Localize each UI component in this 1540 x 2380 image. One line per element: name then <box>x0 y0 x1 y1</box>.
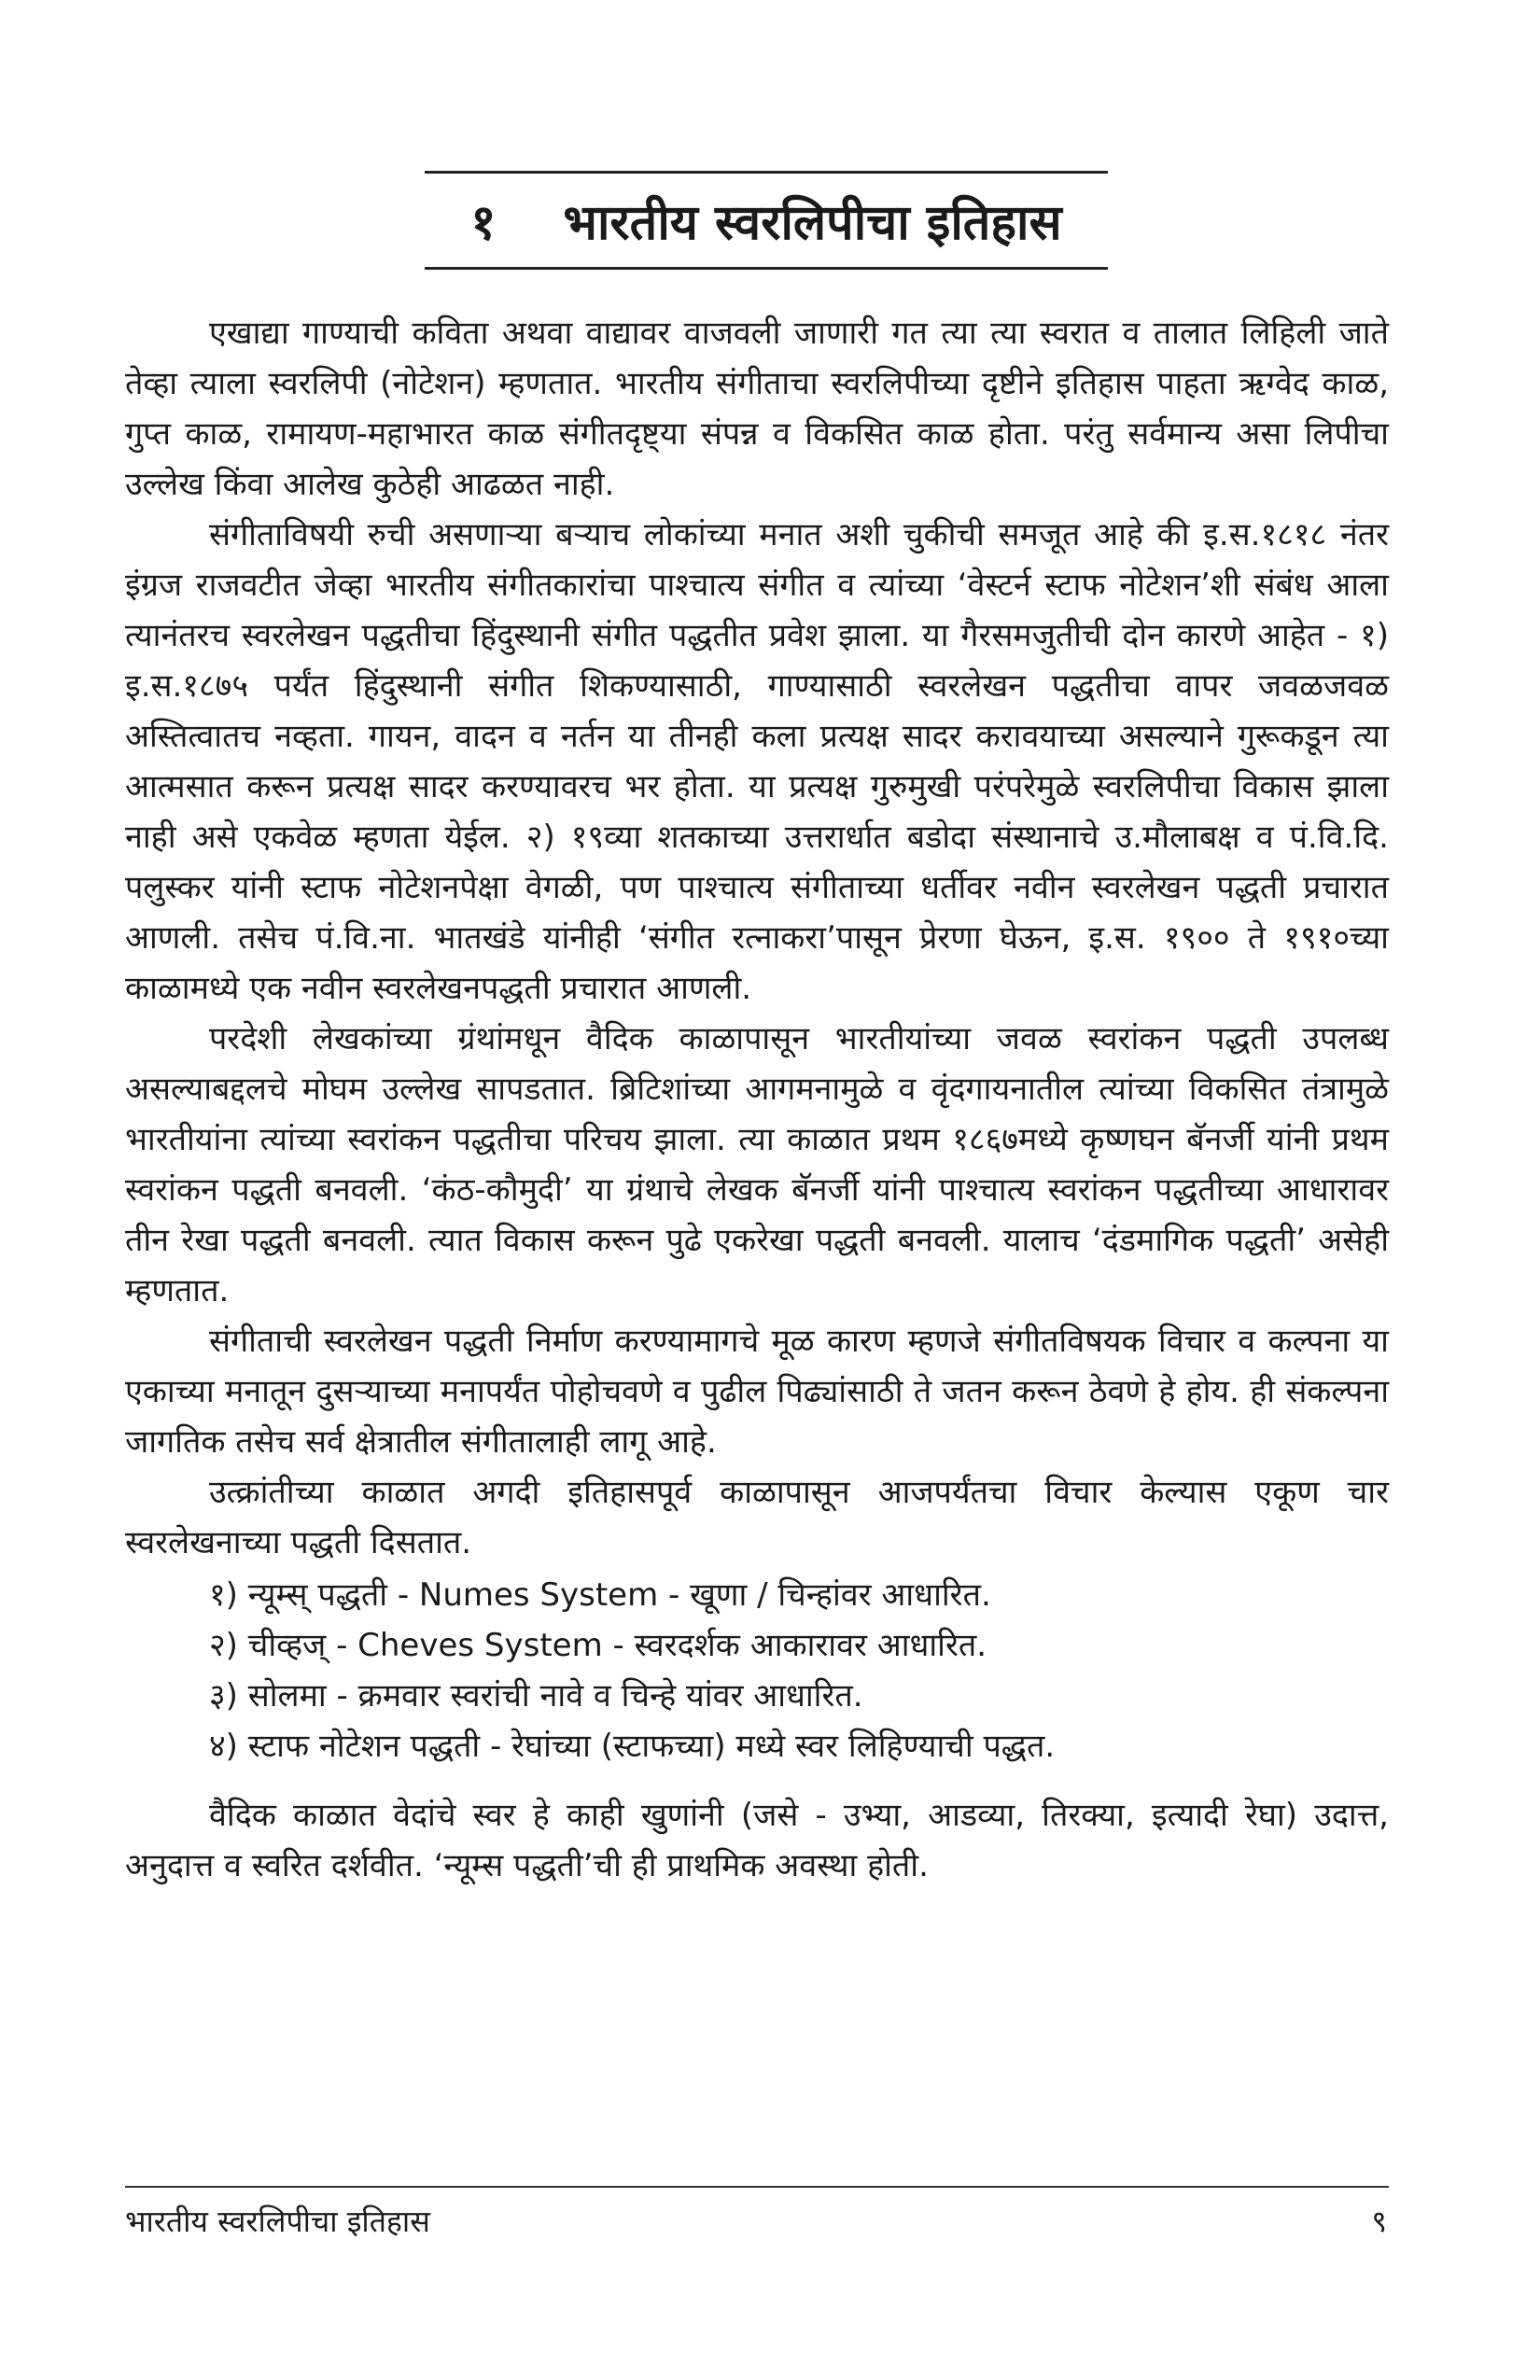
chapter-body <box>125 308 1389 1891</box>
chapter-title: भारतीय स्वरलिपीचा इतिहास <box>563 194 1062 251</box>
chapter-number: १ <box>470 194 497 251</box>
footer-book-title: भारतीय स्वरलिपीचा इतिहास <box>125 2204 430 2239</box>
paragraph-intro: एखाद्या गाण्याची कविता अथवा वाद्यावर वाजवली जाणारी गत त्या त्या स्वरात व तालात लिहिली जाते तेव्हा त्याला स्वरलिपी (नोटेशन) म्हणतात. भारतीय संगीताचा स्वरलिपीच्या दृष्टीने इतिहास पाहता ऋग्वेद काळ, गुप्त काळ, रामायण-महाभारत काळ संगीतदृष्ट्या संपन्न व विकसित काळ होता. परंतु सर्वमान्य असा लिपीचा उल्लेख किंवा आलेख कुठेही आढळत नाही. <box>125 315 1389 503</box>
list-item: २) चीव्हज् - Cheves System - स्वरदर्शक आकारावर आधारित. <box>209 1627 987 1664</box>
paragraph-misconception: संगीताविषयी रुची असणाऱ्या बऱ्याच लोकांच्या मनात अशी चुकीची समजूत आहे की इ.स.१८१८ नंतर इंग्रज राजवटीत जेव्हा भारतीय संगीतकारांचा पाश्चात्य संगीत व त्यांच्या ‘वेस्टर्न स्टाफ नोटेशन’शी संबंध आला त्यानंतरच स्वरलेखन पद्धतीचा हिंदुस्थानी संगीत पद्धतीत प्रवेश झाला. या गैरसमजुतीची दोन कारणे आहेत - १) इ.स.१८७५ पर्यंत हिंदुस्थानी संगीत शिकण्यासाठी, गाण्यासाठी स्वरलेखन पद्धतीचा वापर जवळजवळ अस्तित्वातच नव्हता. गायन, वादन व नर्तन या तीनही कला प्रत्यक्ष सादर करावयाच्या असल्याने गुरूकडून त्या आत्मसात करून प्रत्यक्ष सादर करण्यावरच भर होता. या प्रत्यक्ष गुरुमुखी परंपरेमुळे स्वरलिपीचा विकास झाला नाही असे एकवेळ म्हणता येईल. २) १९व्या शतकाच्या उत्तरार्धात बडोदा संस्थानाचे उ.मौलाबक्ष व पं.वि.दि. पलुस्कर यांनी स्टाफ नोटेशनपेक्षा वेगळी, पण पाश्चात्य संगीताच्या धर्तीवर नवीन स्वरलेखन पद्धती प्रचारात आणली. तसेच पं.वि.ना. भातखंडे यांनीही ‘संगीत रत्नाकरा’पासून प्रेरणा घेऊन, इ.स. १९०० ते १९१०च्या काळामध्ये एक नवीन स्वरलेखनपद्धती प्रचारात आणली. <box>125 516 1389 1007</box>
page-number: ९ <box>1371 2204 1387 2239</box>
list-item: ३) सोलमा - क्रमवार स्वरांची नावे व चिन्हे यांवर आधारित. <box>209 1677 863 1715</box>
paragraph-vedic: वैदिक काळात वेदांचे स्वर हे काही खुणांनी (जसे - उभ्या, आडव्या, तिरक्या, इत्यादी रेघा) उदात्त, अनुदात्त व स्वरित दर्शवीत. ‘न्यूम्स पद्धती’ची ही प्राथमिक अवस्था होती. <box>125 1797 1389 1884</box>
paragraph-evolution: उत्क्रांतीच्या काळात अगदी इतिहासपूर्व काळापासून आजपर्यंतचा विचार केल्यास एकूण चार स्वरलेखनाच्या पद्धती दिसतात. <box>125 1474 1389 1561</box>
paragraph-purpose: संगीताची स्वरलेखन पद्धती निर्माण करण्यामागचे मूळ कारण म्हणजे संगीतविषयक विचार व कल्पना या एकाच्या मनातून दुसऱ्याच्या मनापर्यंत पोहोचवणे व पुढील पिढ्यांसाठी ते जतन करून ठेवणे हे होय. ही संकल्पना जागतिक तसेच सर्व क्षेत्रातील संगीतालाही लागू आहे. <box>125 1323 1389 1461</box>
paragraph-foreign-writers: परदेशी लेखकांच्या ग्रंथांमधून वैदिक काळापासून भारतीयांच्या जवळ स्वरांकन पद्धती उपलब्ध असल्याबद्दलचे मोघम उल्लेख सापडतात. ब्रिटिशांच्या आगमनामुळे व वृंदगायनातील त्यांच्या विकसित तंत्रामुळे भारतीयांना त्यांच्या स्वरांकन पद्धतीचा परिचय झाला. त्या काळात प्रथम १८६७मध्ये कृष्णघन बॅनर्जी यांनी प्रथम स्वरांकन पद्धती बनवली. ‘कंठ-कौमुदी’ या ग्रंथाचे लेखक बॅनर्जी यांनी पाश्चात्य स्वरांकन पद्धतीच्या आधारावर तीन रेखा पद्धती बनवली. त्यात विकास करून पुढे एकरेखा पद्धती बनवली. यालाच ‘दंडमागिक पद्धती’ असेही म्हणतात. <box>125 1020 1389 1309</box>
footer-divider <box>125 2186 1389 2188</box>
notation-systems-list <box>125 1570 1389 1771</box>
list-item: १) न्यूम्स् पद्धती - Numes System - खूणा / चिन्हांवर आधारित. <box>209 1576 991 1614</box>
list-item: ४) स्टाफ नोटेशन पद्धती - रेघांच्या (स्टाफच्या) मध्ये स्वर लिहिण्याची पद्धत. <box>209 1728 1056 1765</box>
chapter-heading <box>425 171 1108 270</box>
